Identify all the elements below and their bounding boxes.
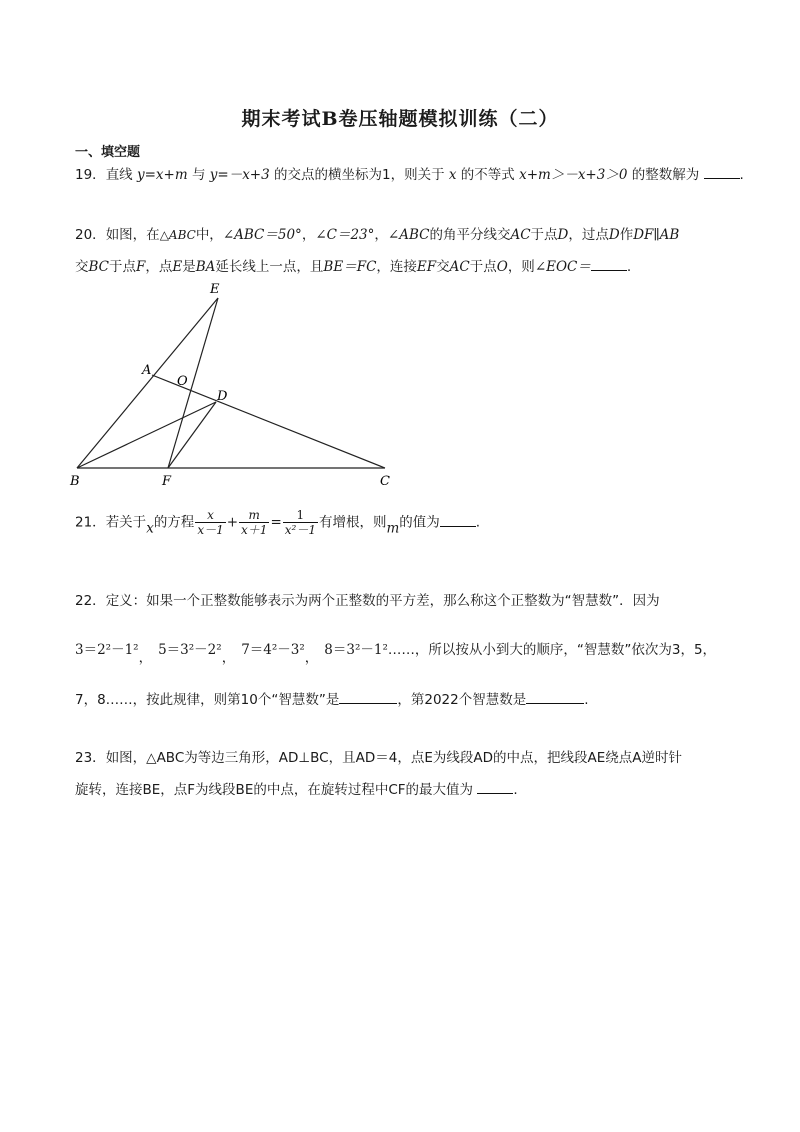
fraction-1: $\frac{x}{x-1}$: [197, 508, 224, 537]
question-22: 22．定义：如果一个正整数能够表示为两个正整数的平方差，那么称这个正整数为“智慧数”．因为: [75, 593, 660, 609]
q22-answer-blank-1[interactable]: [339, 691, 397, 704]
q23-number: 23．: [75, 750, 106, 766]
q19-answer-blank[interactable]: [704, 166, 740, 179]
section-heading: 一、填空题: [75, 145, 141, 160]
label-d: D: [217, 389, 228, 404]
q20-answer-blank[interactable]: [591, 258, 627, 271]
question-23-line2: 旋转，连接BE，点F为线段BE的中点，在旋转过程中CF的最大值为 .: [75, 782, 518, 798]
q22-number: 22．: [75, 593, 106, 609]
segment-df: [168, 402, 216, 468]
question-20: 20．如图，在△ABC中，∠ABC＝50°，∠C＝23°，∠ABC的角平分线交AC于点D，过点D作DF∥AB: [75, 227, 680, 243]
q20-number: 20．: [75, 227, 106, 243]
question-21: 21．若关于x的方程 $\frac{x}{x-1}$ + $\frac{m}{x+1}$ = $\frac{1}{\text{x²－1}}$ 有增根，则m的值为 .: [75, 508, 481, 537]
q23-answer-blank[interactable]: [477, 781, 513, 794]
label-b: B: [70, 474, 80, 489]
fraction-2: $\frac{m}{x+1}$: [241, 508, 268, 537]
q19-number: 19．: [75, 167, 106, 183]
triangle-figure: [60, 278, 400, 493]
label-a: A: [142, 363, 152, 378]
q21-number: 21．: [75, 514, 106, 531]
label-f: F: [162, 474, 172, 489]
label-c: C: [380, 474, 390, 489]
segment-bd: [77, 402, 216, 468]
question-23: 23．如图，△ABC为等边三角形，AD⊥BC，且AD＝4，点E为线段AD的中点，把线段AE绕点A逆时针: [75, 750, 682, 766]
question-22-line2: 3＝2²－1²， 5＝3²－2²， 7＝4²－3²， 8＝3²－1²……，所以按从小到大的顺序，“智慧数”依次为3，5，: [75, 642, 717, 666]
q19-line1-eq: y=x+m: [136, 167, 188, 183]
segment-ef: [168, 298, 218, 468]
label-o: O: [177, 374, 188, 389]
question-20-line2: 交BC于点F，点E是BA延长线上一点，且BE＝FC，连接EF交AC于点O，则∠EOC＝ .: [75, 259, 632, 275]
question-22-line3: 7，8……，按此规律，则第10个“智慧数”是 ，第2022个智慧数是 .: [75, 692, 589, 708]
segment-be: [77, 298, 218, 468]
q19-inequality: x+m＞－x+3＞0: [519, 167, 628, 183]
q22-answer-blank-2[interactable]: [526, 691, 584, 704]
q21-answer-blank[interactable]: [440, 514, 476, 527]
q19-line2-eq: y=－x+3: [209, 167, 270, 183]
fraction-3: $\frac{1}{\text{x²－1}}$: [284, 508, 316, 537]
question-19: 19．直线 y=x+m 与 y=－x+3 的交点的横坐标为1，则关于 x 的不等式 x+m＞－x+3＞0 的整数解为 .: [75, 167, 744, 183]
page-title: 期末考试B卷压轴题模拟训练（二）: [241, 108, 559, 130]
label-e: E: [210, 282, 220, 297]
